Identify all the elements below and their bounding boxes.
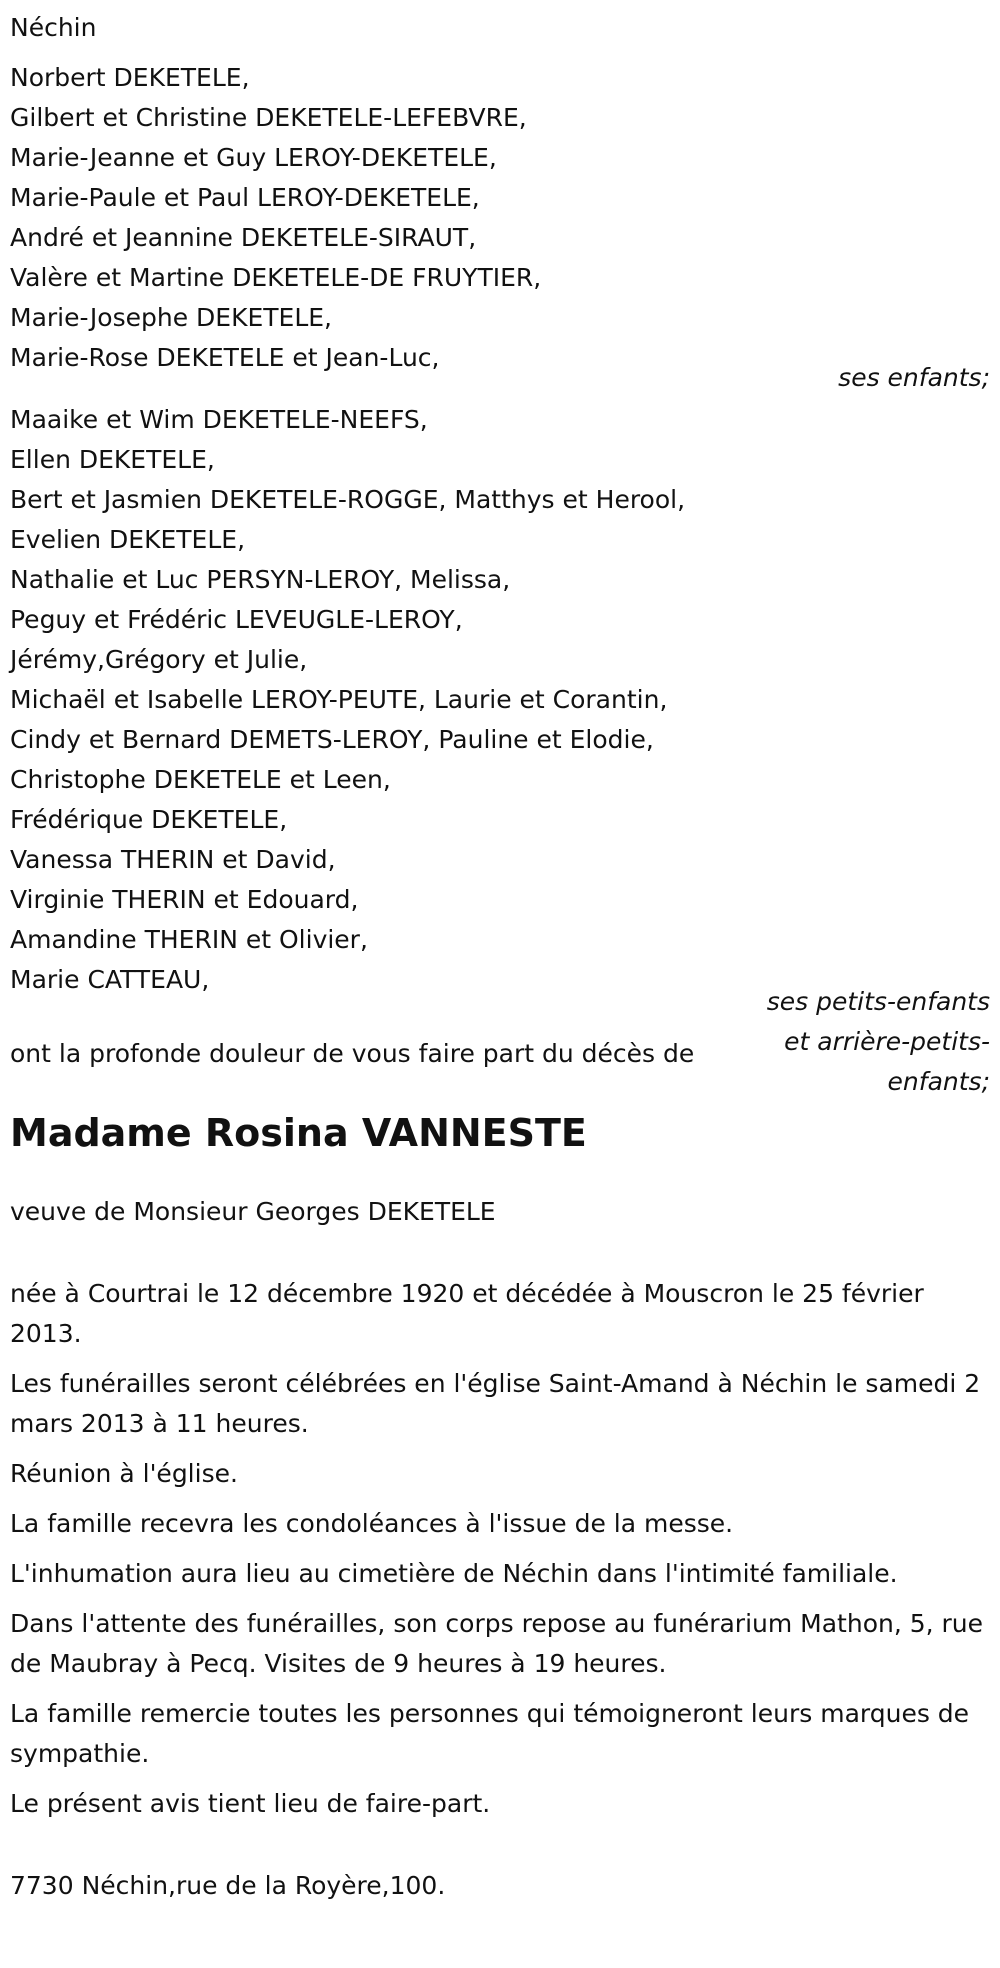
list-item: Marie-Rose DEKETELE et Jean-Luc, (10, 343, 440, 372)
list-item: Amandine THERIN et Olivier, (10, 925, 368, 954)
list-item: Peguy et Frédéric LEVEUGLE-LEROY, (10, 605, 463, 634)
condolences-paragraph: La famille recevra les condoléances à l'issue de la messe. (10, 1509, 734, 1538)
list-item: Virginie THERIN et Edouard, (10, 885, 359, 914)
address-line: 7730 Néchin,rue de la Royère,100. (10, 1871, 446, 1900)
burial-paragraph: L'inhumation aura lieu au cimetière de Néchin dans l'intimité familiale. (10, 1559, 898, 1588)
list-item: Maaike et Wim DEKETELE-NEEFS, (10, 405, 428, 434)
notice-paragraph: Le présent avis tient lieu de faire-part. (10, 1789, 491, 1818)
grandchildren-role-label: ses petits-enfants et arrière-petits-enfants; (766, 987, 990, 1096)
deceased-name: Madame Rosina VANNESTE (10, 1111, 587, 1155)
list-item: Cindy et Bernard DEMETS-LEROY, Pauline et Elodie, (10, 725, 654, 754)
intro-block (10, 987, 990, 1096)
funerarium-paragraph: Dans l'attente des funérailles, son corps repose au funérarium Mathon, 5, rue de Maubray à Pecq. Visites de 9 heures à 19 heures. (10, 1609, 984, 1678)
intro-text: ont la profonde douleur de vous faire part du décès de (10, 1039, 695, 1068)
list-item: Valère et Martine DEKETELE-DE FRUYTIER, (10, 263, 542, 292)
list-item: Evelien DEKETELE, (10, 525, 246, 554)
children-block (10, 58, 990, 392)
list-item: Gilbert et Christine DEKETELE-LEFEBVRE, (10, 103, 527, 132)
list-item: Michaël et Isabelle LEROY-PEUTE, Laurie et Corantin, (10, 685, 668, 714)
list-item: Jérémy,Grégory et Julie, (10, 645, 308, 674)
list-item: Marie-Paule et Paul LEROY-DEKETELE, (10, 183, 480, 212)
list-item: Norbert DEKETELE, (10, 63, 250, 92)
list-item: Bert et Jasmien DEKETELE-ROGGE, Matthys et Herool, (10, 485, 686, 514)
obituary-notice (10, 0, 990, 1916)
list-item: Christophe DEKETELE et Leen, (10, 765, 391, 794)
place-heading: Néchin (10, 13, 97, 42)
list-item: Marie-Josephe DEKETELE, (10, 303, 332, 332)
birth-death-paragraph: née à Courtrai le 12 décembre 1920 et décédée à Mouscron le 25 février 2013. (10, 1279, 924, 1348)
details-section (10, 1274, 990, 1824)
list-item: Marie CATTEAU, (10, 965, 210, 994)
list-item: Ellen DEKETELE, (10, 445, 215, 474)
list-item: Nathalie et Luc PERSYN-LEROY, Melissa, (10, 565, 511, 594)
grandchildren-list (10, 400, 990, 1000)
spouse-line: veuve de Monsieur Georges DEKETELE (10, 1197, 496, 1226)
meeting-paragraph: Réunion à l'église. (10, 1459, 238, 1488)
list-item: Marie-Jeanne et Guy LEROY-DEKETELE, (10, 143, 497, 172)
list-item: Frédérique DEKETELE, (10, 805, 288, 834)
funeral-paragraph: Les funérailles seront célébrées en l'église Saint-Amand à Néchin le samedi 2 mars 2013 à 11 heures. (10, 1369, 981, 1438)
children-role-label: ses enfants; (838, 363, 990, 392)
list-item: André et Jeannine DEKETELE-SIRAUT, (10, 223, 477, 252)
thanks-paragraph: La famille remercie toutes les personnes qui témoigneront leurs marques de sympathie. (10, 1699, 970, 1768)
children-list (10, 58, 990, 378)
grandchildren-block (10, 400, 990, 1000)
list-item: Vanessa THERIN et David, (10, 845, 336, 874)
